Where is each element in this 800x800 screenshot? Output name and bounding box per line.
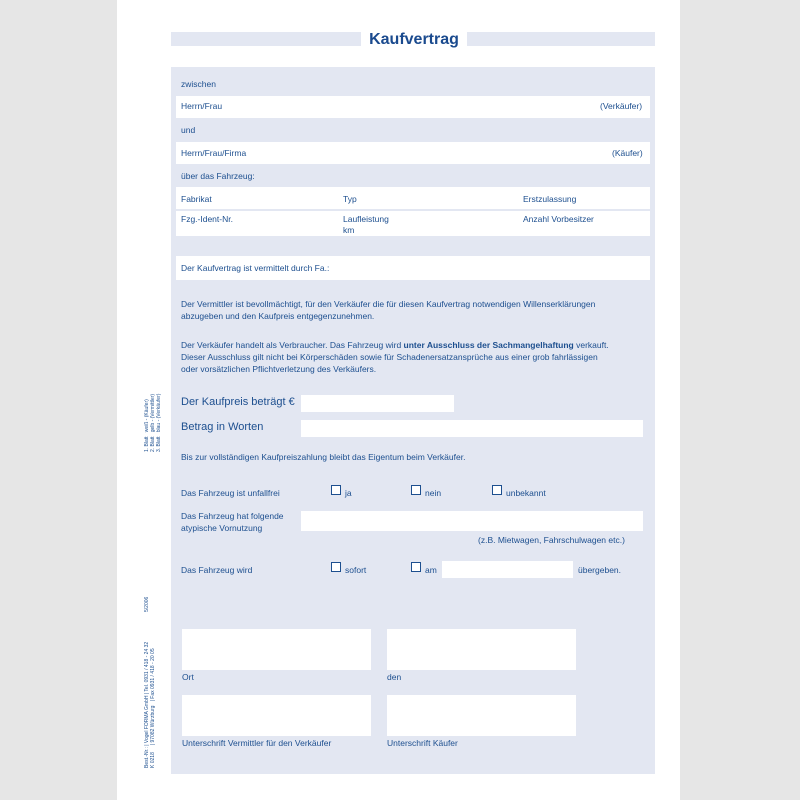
checkbox-nein[interactable] <box>411 485 421 495</box>
label-broker: Der Kaufvertrag ist vermittelt durch Fa.: <box>181 263 330 273</box>
side-copy-3: 3. Blatt blau - (Verkäufer) <box>156 393 162 452</box>
label-zwischen: zwischen <box>181 79 216 89</box>
label-ident-nr: Fzg.-Ident-Nr. <box>181 214 233 224</box>
label-prior-use-hint: (z.B. Mietwagen, Fahrschulwagen etc.) <box>478 535 625 545</box>
label-nein: nein <box>425 488 442 498</box>
label-erstzulassung: Erstzulassung <box>523 194 577 204</box>
label-prior-use-2: atypische Vornutzung <box>181 523 263 533</box>
prior-use-input[interactable] <box>301 511 643 531</box>
label-unbekannt: unbekannt <box>506 488 546 498</box>
label-am: am <box>425 565 437 575</box>
side-copy-1: 1. Blatt weiß - (Käufer) <box>144 399 150 452</box>
label-vorbesitzer: Anzahl Vorbesitzer <box>523 214 594 224</box>
amount-words-input[interactable] <box>301 420 643 437</box>
side-date: 5/2006 <box>144 596 150 612</box>
para2-line2: Dieser Ausschluss gilt nicht bei Körperschäden sowie für Schadenersatzansprüche aus einer grob fahrlässigen <box>181 352 598 362</box>
label-handover: Das Fahrzeug wird <box>181 565 253 575</box>
para2-line1 <box>181 340 609 351</box>
label-den: den <box>387 672 402 682</box>
handover-date-input[interactable] <box>442 561 573 578</box>
para2-text-a: Der Verkäufer handelt als Verbraucher. Das Fahrzeug wird <box>181 340 404 350</box>
label-ort: Ort <box>182 672 194 682</box>
vehicle-row-1[interactable] <box>176 187 650 209</box>
label-km: km <box>343 225 355 235</box>
label-signature-broker: Unterschrift Vermittler für den Verkäufer <box>182 738 332 748</box>
label-accident-free: Das Fahrzeug ist unfallfrei <box>181 488 280 498</box>
label-buyer-suffix: (Käufer) <box>612 148 643 158</box>
label-seller: Herrn/Frau <box>181 101 223 111</box>
para2-line3: oder vorsätzlichen Pflichtverletzung des Verkäufers. <box>181 364 377 374</box>
label-und: und <box>181 125 196 135</box>
label-amount-words: Betrag in Worten <box>181 421 264 433</box>
label-ownership: Bis zur vollständigen Kaufpreiszahlung bleibt das Eigentum beim Verkäufer. <box>181 452 466 462</box>
price-input[interactable] <box>301 395 454 412</box>
signature-buyer-field[interactable] <box>387 695 576 736</box>
form-title: Kaufvertrag <box>361 27 467 53</box>
side-publisher-2: K 0218 | 97082 Würzburg | Fax 0931 / 418 - 20 05 <box>150 648 156 768</box>
para2-text-c: verkauft. <box>573 340 609 350</box>
para2-text-bold: unter Ausschluss der Sachmangelhaftung <box>403 340 574 350</box>
checkbox-ja[interactable] <box>331 485 341 495</box>
para1-line1: Der Vermittler ist bevollmächtigt, für den Verkäufer die für diesen Kaufvertrag notwendigen Willenserklärungen <box>181 299 596 309</box>
label-seller-suffix: (Verkäufer) <box>600 101 643 111</box>
para1-line2: abzugeben und den Kaufpreis entgegenzunehmen. <box>181 311 375 321</box>
label-buyer: Herrn/Frau/Firma <box>181 148 247 158</box>
label-price: Der Kaufpreis beträgt € <box>181 396 295 408</box>
label-signature-buyer: Unterschrift Käufer <box>387 738 458 748</box>
label-sofort: sofort <box>345 565 367 575</box>
label-ja: ja <box>345 488 352 498</box>
label-laufleistung: Laufleistung <box>343 214 389 224</box>
label-typ: Typ <box>343 194 357 204</box>
side-copy-2: 2. Blatt gelb - (Vermittler) <box>150 393 156 452</box>
label-fabrikat: Fabrikat <box>181 194 212 204</box>
checkbox-am[interactable] <box>411 562 421 572</box>
label-prior-use-1: Das Fahrzeug hat folgende <box>181 511 284 521</box>
buyer-field[interactable] <box>176 142 650 164</box>
date-field[interactable] <box>387 629 576 670</box>
side-publisher-1: Best.-Nr.: | Vogel FORMA GmbH | Tel. 0931 / 418 - 24 32 <box>144 641 150 768</box>
place-field[interactable] <box>182 629 371 670</box>
checkbox-unbekannt[interactable] <box>492 485 502 495</box>
checkbox-sofort[interactable] <box>331 562 341 572</box>
signature-broker-field[interactable] <box>182 695 371 736</box>
label-vehicle: über das Fahrzeug: <box>181 171 255 181</box>
label-uebergeben: übergeben. <box>578 565 622 575</box>
seller-field[interactable] <box>176 96 650 118</box>
